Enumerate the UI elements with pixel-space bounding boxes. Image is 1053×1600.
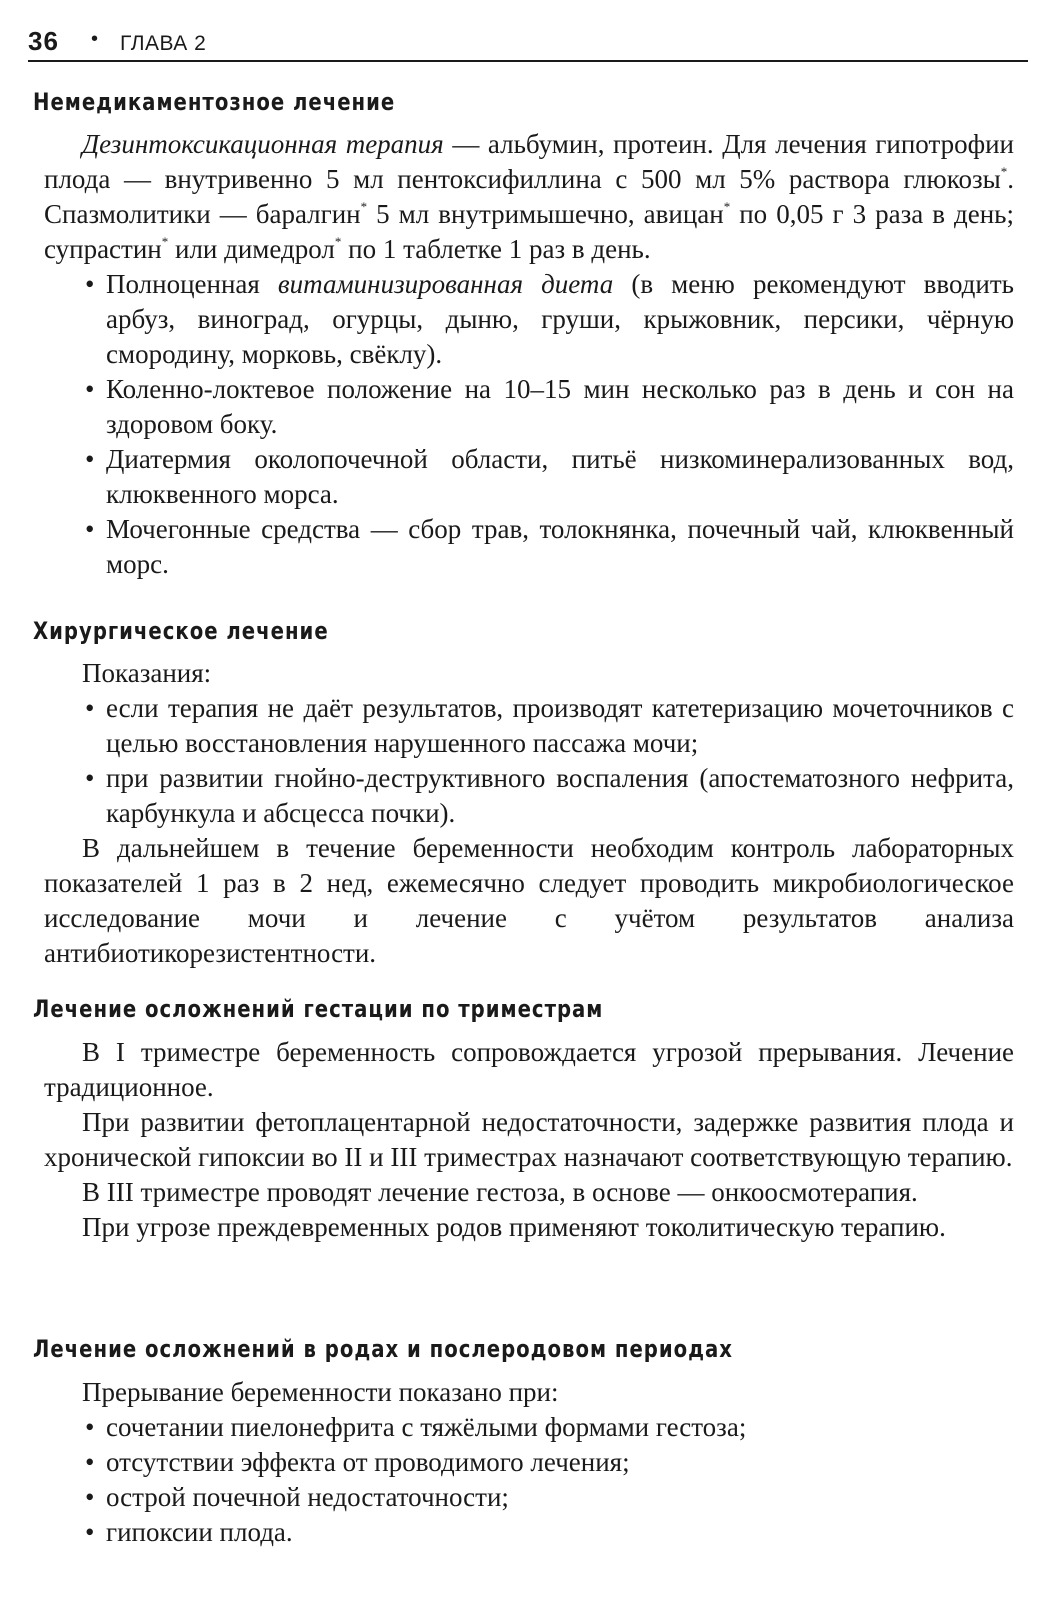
- termination-label: Прерывание беременности показано при:: [82, 1377, 559, 1407]
- section-heading-trimesters: Лечение осложнений гестации по триместрам: [33, 995, 604, 1023]
- nondrug-list: [44, 267, 1014, 582]
- page-number: 36: [28, 26, 59, 56]
- list-item: • Мочегонные средства — сбор трав, толокнянка, почечный чай, клюквенный морс.: [85, 514, 1014, 579]
- header-separator: •: [91, 28, 99, 50]
- paragraph-trimester-3: В III триместре проводят лечение гестоза, в основе — онкоосмотерапия.: [82, 1177, 918, 1207]
- list-item: • Диатермия околопочечной области, питьё низкоминерализованных вод, клюквенного морса.: [85, 444, 1014, 509]
- section-heading-labor: Лечение осложнений в родах и послеродовом периодах: [33, 1335, 733, 1363]
- surgical-list: [44, 691, 1014, 831]
- list-item: • сочетании пиелонефрита с тяжёлыми формами гестоза;: [85, 1412, 747, 1442]
- paragraph-preterm: При угрозе преждевременных родов применяют токолитическую терапию.: [82, 1212, 946, 1242]
- termination-list: [44, 1410, 1014, 1550]
- list-item: • если терапия не даёт результатов, производят катетеризацию мочеточников с целью восстановления нарушенного пассажа мочи;: [85, 693, 1014, 758]
- list-item: • острой почечной недостаточности;: [85, 1482, 509, 1512]
- paragraph-monitoring: В дальнейшем в течение беременности необходим контроль лабораторных показателей 1 раз в 2 нед, ежемесячно следует проводить микробиологическое исследование мочи и лечение с учётом результатов анализа антибиотикорезистентности.: [44, 833, 1014, 968]
- section-body-labor: [44, 1375, 1014, 1550]
- list-item: • Коленно-локтевое положение на 10–15 мин несколько раз в день и сон на здоровом боку.: [85, 374, 1014, 439]
- list-item: • Полноценная витаминизированная диета (в меню рекомендуют вводить арбуз, виноград, огурцы, дыню, груши, крыжовник, персики, чёрную смородину, морковь, свёклу).: [85, 269, 1014, 369]
- section-heading-nondrug: Немедикаментозное лечение: [33, 88, 396, 116]
- section-body-trimesters: [44, 1035, 1014, 1245]
- list-item: • гипоксии плода.: [85, 1517, 293, 1547]
- section-body-nondrug: [44, 127, 1014, 582]
- paragraph-trimester-1: В I триместре беременность сопровождается угрозой прерывания. Лечение традиционное.: [44, 1037, 1014, 1102]
- chapter-title: ГЛАВА 2: [120, 32, 207, 55]
- indications-label: Показания:: [82, 658, 212, 688]
- list-item: • при развитии гнойно-деструктивного воспаления (апостематозного нефрита, карбункула и абсцесса почки).: [85, 763, 1014, 828]
- section-body-surgical: [44, 656, 1014, 971]
- term-detox-therapy: Дезинтоксикационная терапия: [82, 129, 444, 159]
- running-head: [28, 26, 1028, 62]
- paragraph-detox: Дезинтоксикационная терапия — альбумин, протеин. Для лечения гипотрофии плода — внутривенно 5 мл пентоксифиллина с 500 мл 5% раствора глюкозы*. Спазмолитики — баралгин* 5 мл внутримышечно, авицан* по 0,05 г 3 раза в день; супрастин* или димедрол* по 1 таблетке 1 раз в день.: [44, 129, 1014, 264]
- list-item: • отсутствии эффекта от проводимого лечения;: [85, 1447, 630, 1477]
- section-heading-surgical: Хирургическое лечение: [33, 617, 329, 645]
- paragraph-trimester-2-3: При развитии фетоплацентарной недостаточности, задержке развития плода и хронической гипоксии во II и III триместрах назначают соответствующую терапию.: [44, 1107, 1014, 1172]
